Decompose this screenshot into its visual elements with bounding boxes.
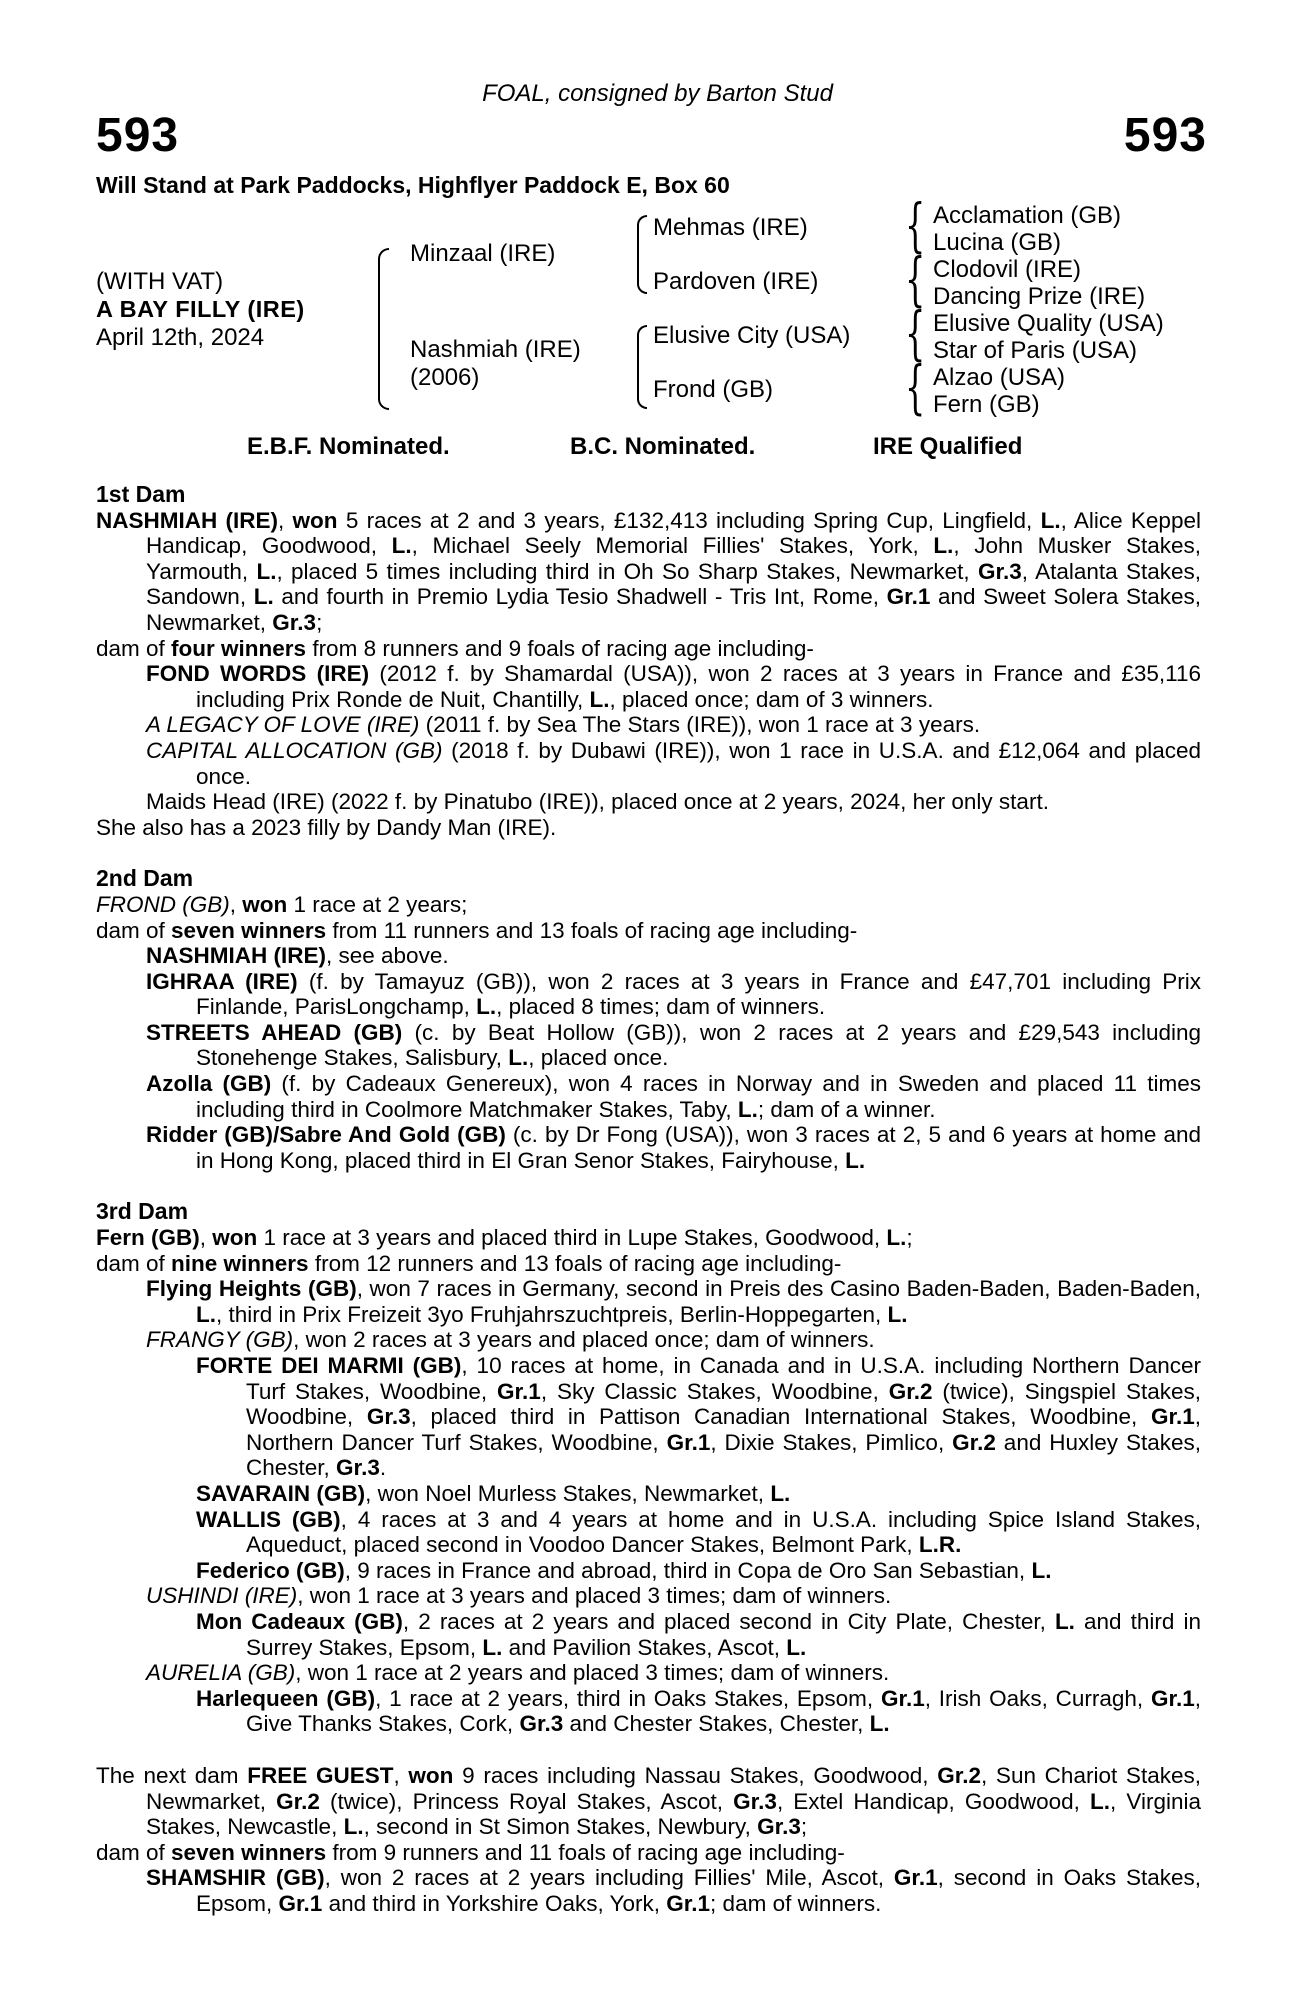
pedigree-paragraph: A LEGACY OF LOVE (IRE) (2011 f. by Sea The Stars (IRE)), won 1 race at 3 years.	[146, 712, 981, 738]
sire-dam-sire: Clodovil (IRE)	[933, 256, 1082, 283]
pedigree-paragraph: IGHRAA (IRE) (f. by Tamayuz (GB)), won 2 races at 3 years in France and £47,701 including Prix Finlande, ParisLongchamp, L., placed 8 times; dam of winners.	[146, 968, 1201, 1020]
catalogue-body	[96, 482, 1201, 1916]
pedigree-brace-1	[378, 248, 389, 410]
pedigree-brace-3d: {	[905, 353, 926, 421]
pedigree-paragraph: Ridder (GB)/Sabre And Gold (GB) (c. by Dr Fong (USA)), won 3 races at 2, 5 and 6 years at home and in Hong Kong, placed third in El Gran Senor Stakes, Fairyhouse, L.	[146, 1122, 1201, 1173]
section-heading: 3rd Dam	[96, 1198, 189, 1225]
stand-location: Will Stand at Park Paddocks, Highflyer Paddock E, Box 60	[96, 172, 730, 198]
pedigree-paragraph: SHAMSHIR (GB), won 2 races at 2 years including Fillies' Mile, Ascot, Gr.1, second in Oaks Stakes, Epsom, Gr.1 and third in Yorkshire Oaks, York, Gr.1; dam of winners.	[146, 1865, 1201, 1916]
pedigree-brace-3b: {	[905, 245, 926, 313]
pedigree-paragraph: FOND WORDS (IRE) (2012 f. by Shamardal (USA)), won 2 races at 3 years in France and £35,116 including Prix Ronde de Nuit, Chantilly, L., placed once; dam of 3 winners.	[146, 661, 1201, 712]
pedigree-paragraph: Fern (GB), won 1 race at 3 years and placed third in Lupe Stakes, Goodwood, L.;	[96, 1225, 913, 1251]
dam-dam-dam: Fern (GB)	[933, 391, 1040, 418]
pedigree-paragraph: NASHMIAH (IRE), won 5 races at 2 and 3 years, £132,413 including Spring Cup, Lingfield, L., Alice Keppel Handicap, Goodwood, L., Michael Seely Memorial Fillies' Stakes, York, L., John Musker Stakes, Yarmouth, L., placed 5 times including third in Oh So Sharp Stakes, Newmarket, Gr.3, Atalanta Stakes, Sandown, L. and fourth in Premio Lydia Tesio Shadwell - Tris Int, Rome, Gr.1 and Sweet Solera Stakes, Newmarket, Gr.3;	[96, 507, 1202, 635]
dam-year: (2006)	[410, 364, 480, 391]
pedigree-paragraph: Federico (GB), 9 races in France and abroad, third in Copa de Oro San Sebastian, L.	[196, 1557, 1052, 1583]
sire-dam-dam: Dancing Prize (IRE)	[933, 283, 1146, 310]
ebf-nominated: E.B.F. Nominated.	[247, 433, 450, 460]
pedigree-paragraph: USHINDI (IRE), won 1 race at 3 years and placed 3 times; dam of winners.	[146, 1583, 892, 1609]
pedigree-paragraph: dam of seven winners from 11 runners and 13 foals of racing age including-	[96, 917, 858, 943]
pedigree-paragraph: STREETS AHEAD (GB) (c. by Beat Hollow (GB)), won 2 races at 2 years and £29,543 including Stonehenge Stakes, Salisbury, L., placed once.	[146, 1019, 1201, 1071]
sire-sire: Mehmas (IRE)	[653, 214, 808, 241]
pedigree-paragraph: dam of nine winners from 12 runners and 13 foals of racing age including-	[96, 1250, 842, 1276]
pedigree-paragraph: WALLIS (GB), 4 races at 3 and 4 years at home and in U.S.A. including Spice Island Stakes, Aqueduct, placed second in Voodoo Dancer Stakes, Belmont Park, L.R.	[196, 1506, 1201, 1558]
lot-number-right: 593	[1123, 109, 1207, 162]
section-gap	[96, 1173, 1201, 1199]
pedigree-paragraph: AURELIA (GB), won 1 race at 2 years and placed 3 times; dam of winners.	[146, 1660, 890, 1686]
section-heading: 1st Dam	[96, 481, 186, 507]
section-heading: 2nd Dam	[96, 865, 194, 892]
dam: Nashmiah (IRE)	[410, 336, 581, 363]
pedigree-brace-2b	[637, 325, 647, 409]
foaling-date: April 12th, 2024	[96, 324, 265, 351]
section-gap	[96, 840, 1201, 866]
consigned-line: FOAL, consigned by Barton Stud	[482, 80, 833, 107]
dam-sire: Elusive City (USA)	[653, 322, 851, 349]
pedigree-paragraph: FRANGY (GB), won 2 races at 3 years and placed once; dam of winners.	[146, 1327, 875, 1353]
vat-label: (WITH VAT)	[96, 268, 224, 295]
section-gap	[96, 1737, 1201, 1763]
sire-dam: Pardoven (IRE)	[653, 268, 819, 295]
dam-sire-sire: Elusive Quality (USA)	[933, 310, 1164, 337]
pedigree-paragraph: CAPITAL ALLOCATION (GB) (2018 f. by Dubawi (IRE)), won 1 race in U.S.A. and £12,064 and placed once.	[146, 737, 1202, 789]
sire-sire-sire: Acclamation (GB)	[933, 202, 1122, 229]
sire: Minzaal (IRE)	[410, 240, 556, 267]
pedigree-paragraph: FORTE DEI MARMI (GB), 10 races at home, in Canada and in U.S.A. including Northern Dancer Turf Stakes, Woodbine, Gr.1, Sky Classic Stakes, Woodbine, Gr.2 (twice), Singspiel Stakes, Woodbine, Gr.3, placed third in Pattison Canadian International Stakes, Woodbine, Gr.1, Northern Dancer Turf Stakes, Woodbine, Gr.1, Dixie Stakes, Pimlico, Gr.2 and Huxley Stakes, Chester, Gr.3.	[196, 1353, 1201, 1481]
pedigree-paragraph: dam of four winners from 8 runners and 9 foals of racing age including-	[96, 635, 814, 661]
pedigree-brace-3a: {	[905, 191, 926, 259]
pedigree-paragraph: Mon Cadeaux (GB), 2 races at 2 years and placed second in City Plate, Chester, L. and third in Surrey Stakes, Epsom, L. and Pavilion Stakes, Ascot, L.	[196, 1608, 1201, 1660]
pedigree-brace-2a	[637, 215, 647, 294]
pedigree-paragraph: Maids Head (IRE) (2022 f. by Pinatubo (IRE)), placed once at 2 years, 2024, her only start.	[146, 789, 1049, 815]
pedigree-paragraph: Azolla (GB) (f. by Cadeaux Genereux), won 4 races in Norway and in Sweden and placed 11 times including third in Coolmore Matchmaker Stakes, Taby, L.; dam of a winner.	[146, 1071, 1201, 1122]
dam-dam: Frond (GB)	[653, 376, 774, 403]
pedigree-paragraph: Flying Heights (GB), won 7 races in Germany, second in Preis des Casino Baden-Baden, Baden-Baden, L., third in Prix Freizeit 3yo Fruhjahrszuchtpreis, Berlin-Hoppegarten, L.	[146, 1276, 1201, 1327]
pedigree-paragraph: FROND (GB), won 1 race at 2 years;	[96, 891, 468, 917]
pedigree-paragraph: She also has a 2023 filly by Dandy Man (IRE).	[96, 814, 557, 840]
ire-qualified: IRE Qualified	[873, 433, 1023, 460]
pedigree-paragraph: Harlequeen (GB), 1 race at 2 years, third in Oaks Stakes, Epsom, Gr.1, Irish Oaks, Curragh, Gr.1, Give Thanks Stakes, Cork, Gr.3 and Chester Stakes, Chester, L.	[196, 1685, 1201, 1737]
pedigree-paragraph: dam of seven winners from 9 runners and 11 foals of racing age including-	[96, 1839, 845, 1865]
pedigree-paragraph: NASHMIAH (IRE), see above.	[146, 943, 449, 969]
pedigree-paragraph: SAVARAIN (GB), won Noel Murless Stakes, Newmarket, L.	[196, 1480, 791, 1506]
dam-dam-sire: Alzao (USA)	[933, 364, 1066, 391]
pedigree-brace-3c: {	[905, 299, 926, 367]
sire-sire-dam: Lucina (GB)	[933, 229, 1062, 256]
lot-name: A BAY FILLY (IRE)	[96, 296, 305, 322]
bc-nominated: B.C. Nominated.	[570, 433, 756, 460]
lot-number-left: 593	[96, 109, 180, 162]
pedigree-paragraph: The next dam FREE GUEST, won 9 races including Nassau Stakes, Goodwood, Gr.2, Sun Chariot Stakes, Newmarket, Gr.2 (twice), Princess Royal Stakes, Ascot, Gr.3, Extel Handicap, Goodwood, L., Virginia Stakes, Newcastle, L., second in St Simon Stakes, Newbury, Gr.3;	[96, 1762, 1201, 1840]
dam-sire-dam: Star of Paris (USA)	[933, 337, 1138, 364]
